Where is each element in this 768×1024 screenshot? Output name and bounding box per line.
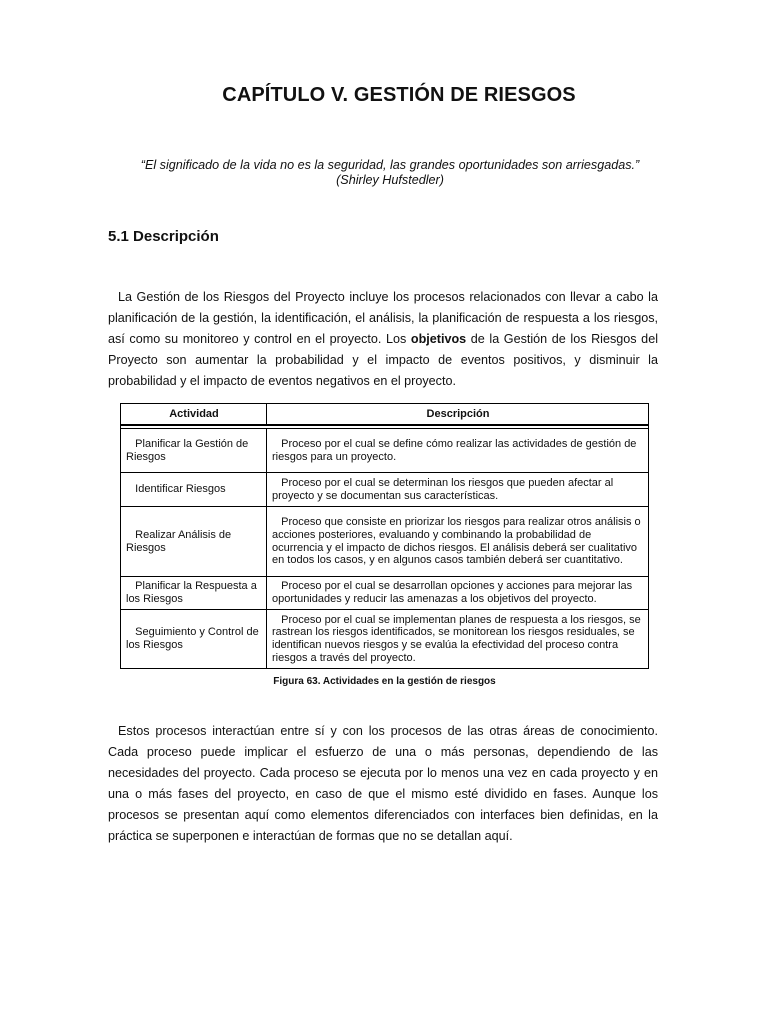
description-cell bbox=[267, 577, 649, 610]
description-text: Proceso por el cual se define cómo realizar las actividades de gestión de riesgos para un proyecto. bbox=[272, 437, 637, 463]
closing-paragraph bbox=[108, 721, 658, 847]
activity-cell bbox=[121, 473, 267, 507]
activity-text: Realizar Análisis de Riesgos bbox=[126, 528, 232, 554]
intro-paragraph bbox=[108, 287, 658, 392]
epigraph-quote bbox=[120, 158, 660, 188]
description-text: Proceso por el cual se desarrollan opciones y acciones para mejorar las oportunidades y reducir las amenazas a los objetivos del proyecto. bbox=[272, 580, 633, 605]
header-activity: Actividad bbox=[121, 404, 267, 426]
section-heading: 5.1 Descripción bbox=[108, 228, 219, 245]
quote-text: “El significado de la vida no es la seguridad, las grandes oportunidades son arriesgadas.” bbox=[140, 158, 640, 172]
activity-cell bbox=[121, 507, 267, 577]
activities-table bbox=[120, 403, 649, 669]
activity-text: Seguimiento y Control de los Riesgos bbox=[126, 626, 259, 651]
description-cell bbox=[267, 507, 649, 577]
intro-bold-term: objetivos bbox=[410, 332, 467, 346]
figure-caption: Figura 63. Actividades en la gestión de riesgos bbox=[273, 676, 496, 687]
table-row bbox=[121, 610, 649, 669]
activity-cell bbox=[121, 429, 267, 473]
description-text: Proceso por el cual se implementan planes de respuesta a los riesgos, se rastrean los riesgos identificados, se monitorean los riesgos residuales, se identifican nuevos riesgos y se evalúa la efectividad del proceso contra riesgos a través del proyecto. bbox=[272, 613, 641, 664]
activity-text: Identificar Riesgos bbox=[135, 483, 226, 496]
chapter-title: CAPÍTULO V. GESTIÓN DE RIESGOS bbox=[222, 84, 576, 106]
description-cell bbox=[267, 473, 649, 507]
quote-author: (Shirley Hufstedler) bbox=[336, 173, 444, 187]
description-cell bbox=[267, 429, 649, 473]
description-cell bbox=[267, 610, 649, 669]
activity-cell bbox=[121, 577, 267, 610]
table-header-row bbox=[121, 404, 649, 426]
header-description: Descripción bbox=[267, 404, 649, 426]
activity-text: Planificar la Gestión de Riesgos bbox=[126, 437, 249, 463]
description-text: Proceso que consiste en priorizar los riesgos para realizar otros análisis o acciones posteriores, evaluando y combinando la probabilidad de ocurrencia y el impacto de dichos riesgos. El análisis deberá ser cualitativo en todos los casos, y en algunos casos también deberá ser cuantitativo. bbox=[272, 516, 641, 567]
activity-text: Planificar la Respuesta a los Riesgos bbox=[126, 580, 257, 605]
description-text: Proceso por el cual se determinan los riesgos que pueden afectar al proyecto y se documentan sus características. bbox=[272, 476, 614, 502]
intro-text-start: La Gestión de los Riesgos del Proyecto incluye los procesos relacionados con llevar a cabo la planificación de la gestión, la identificación, el análisis, la planificación de respuesta a los riesgos, así como su monitoreo y control en el proyecto. Los bbox=[108, 290, 658, 346]
table-row bbox=[121, 429, 649, 473]
activity-cell bbox=[121, 610, 267, 669]
intro-text-end: de la Gestión de los Riesgos del Proyecto son aumentar la probabilidad y el impacto de eventos positivos, y disminuir la probabilidad y el impacto de eventos negativos en el proyecto. bbox=[108, 332, 658, 388]
table-row bbox=[121, 507, 649, 577]
table-row bbox=[121, 473, 649, 507]
closing-text: Estos procesos interactúan entre sí y con los procesos de las otras áreas de conocimiento. Cada proceso puede implicar el esfuerzo de una o más personas, dependiendo de las necesidades del proyecto. Cada proceso se ejecuta por lo menos una vez en cada proyecto y en una o más fases del proyecto, en caso de que el mismo esté dividido en fases. Aunque los procesos se presentan aquí como elementos diferenciados con interfaces bien definidas, en la práctica se superponen e interactúan de formas que no se detallan aquí. bbox=[108, 724, 658, 843]
table-row bbox=[121, 577, 649, 610]
